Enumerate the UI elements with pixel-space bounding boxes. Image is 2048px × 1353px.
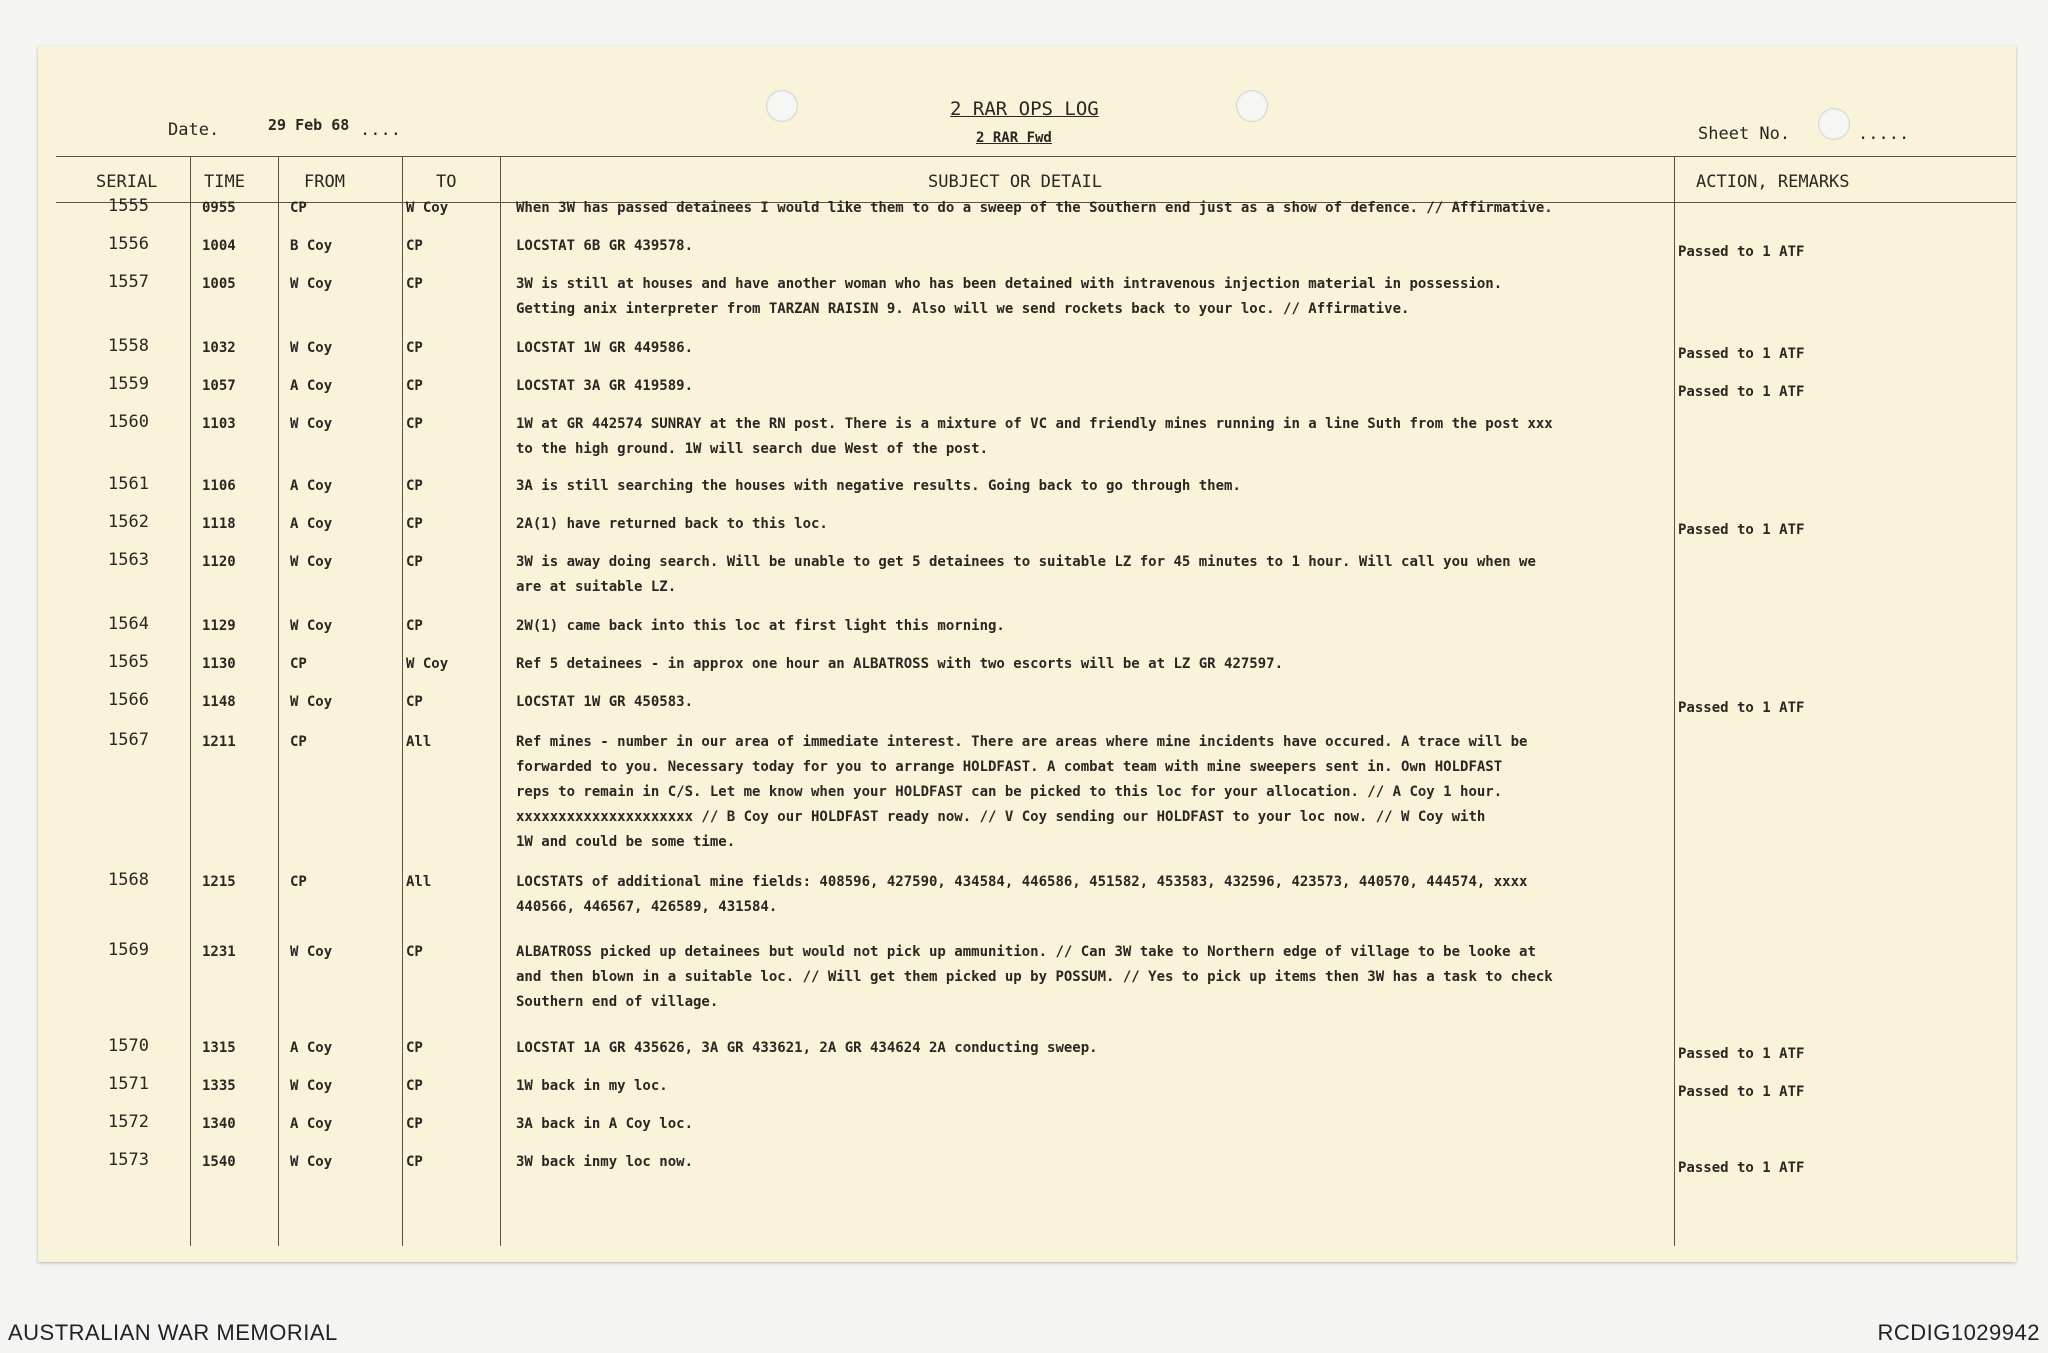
detail-line: Getting anix interpreter from TARZAN RAISIN 9. Also will we send rockets back to your loc. // Affirmative. [516, 301, 1410, 317]
from-cell: CP [290, 200, 307, 216]
detail-line: reps to remain in C/S. Let me know when your HOLDFAST can be picked to this loc for your allocation. // A Coy 1 hour. [516, 784, 1503, 800]
serial-cell: 1567 [108, 730, 149, 750]
detail-line: 3A is still searching the houses with negative results. Going back to go through them. [516, 478, 1241, 494]
col-header-to: TO [436, 172, 457, 192]
to-cell: CP [406, 694, 423, 710]
sheet-trail: ..... [1858, 124, 1910, 144]
detail-line: LOCSTAT 1W GR 450583. [516, 694, 694, 710]
time-cell: 1540 [202, 1154, 236, 1170]
date-label: Date. [168, 120, 220, 140]
serial-cell: 1568 [108, 870, 149, 890]
to-cell: CP [406, 618, 423, 634]
detail-line: to the high ground. 1W will search due West of the post. [516, 441, 989, 457]
col-header-serial: SERIAL [96, 172, 158, 192]
log-sheet [38, 46, 2016, 1262]
detail-line: When 3W has passed detainees I would like them to do a sweep of the Southern end just as a show of defence. // Affirmative. [516, 200, 1553, 216]
to-cell: CP [406, 516, 423, 532]
from-cell: A Coy [290, 478, 333, 494]
from-cell: W Coy [290, 416, 333, 432]
detail-line: ALBATROSS picked up detainees but would not pick up ammunition. // Can 3W take to Northern edge of village to be looke at [516, 944, 1536, 960]
from-cell: CP [290, 656, 307, 672]
serial-cell: 1555 [108, 196, 149, 216]
time-cell: 1057 [202, 378, 236, 394]
to-cell: CP [406, 276, 423, 292]
action-cell: Passed to 1 ATF [1678, 346, 1805, 362]
serial-cell: 1557 [108, 272, 149, 292]
serial-cell: 1563 [108, 550, 149, 570]
time-cell: 1148 [202, 694, 236, 710]
detail-line: are at suitable LZ. [516, 579, 677, 595]
detail-line: LOCSTAT 1A GR 435626, 3A GR 433621, 2A GR 434624 2A conducting sweep. [516, 1040, 1098, 1056]
action-cell: Passed to 1 ATF [1678, 244, 1805, 260]
to-cell: CP [406, 1040, 423, 1056]
time-cell: 1032 [202, 340, 236, 356]
action-cell: Passed to 1 ATF [1678, 1084, 1805, 1100]
time-cell: 1106 [202, 478, 236, 494]
to-cell: CP [406, 944, 423, 960]
from-cell: W Coy [290, 618, 333, 634]
from-cell: W Coy [290, 944, 333, 960]
serial-cell: 1573 [108, 1150, 149, 1170]
punch-hole-sheet [1818, 108, 1850, 140]
col-divider [500, 156, 501, 1246]
time-cell: 1004 [202, 238, 236, 254]
date-trail: .... [360, 120, 401, 140]
time-cell: 1215 [202, 874, 236, 890]
from-cell: B Coy [290, 238, 333, 254]
serial-cell: 1558 [108, 336, 149, 356]
punch-hole-left [766, 90, 798, 122]
col-divider [190, 156, 191, 1246]
action-cell: Passed to 1 ATF [1678, 1046, 1805, 1062]
detail-line: LOCSTAT 1W GR 449586. [516, 340, 694, 356]
serial-cell: 1561 [108, 474, 149, 494]
serial-cell: 1572 [108, 1112, 149, 1132]
time-cell: 1129 [202, 618, 236, 634]
detail-line: Ref 5 detainees - in approx one hour an ALBATROSS with two escorts will be at LZ GR 427597. [516, 656, 1284, 672]
action-cell: Passed to 1 ATF [1678, 522, 1805, 538]
to-cell: CP [406, 378, 423, 394]
detail-line: LOCSTAT 3A GR 419589. [516, 378, 694, 394]
col-header-action: ACTION, REMARKS [1696, 172, 1850, 192]
serial-cell: 1564 [108, 614, 149, 634]
footer-institution: AUSTRALIAN WAR MEMORIAL [8, 1320, 338, 1345]
action-cell: Passed to 1 ATF [1678, 700, 1805, 716]
time-cell: 0955 [202, 200, 236, 216]
from-cell: W Coy [290, 554, 333, 570]
time-cell: 1005 [202, 276, 236, 292]
detail-line: Southern end of village. [516, 994, 719, 1010]
detail-line: 1W at GR 442574 SUNRAY at the RN post. There is a mixture of VC and friendly mines running in a line Suth from the post xxx [516, 416, 1553, 432]
col-divider [278, 156, 279, 1246]
to-cell: CP [406, 340, 423, 356]
from-cell: CP [290, 734, 307, 750]
from-cell: W Coy [290, 1078, 333, 1094]
time-cell: 1103 [202, 416, 236, 432]
col-header-time: TIME [204, 172, 245, 192]
from-cell: W Coy [290, 340, 333, 356]
detail-line: 3W is away doing search. Will be unable to get 5 detainees to suitable LZ for 45 minutes to 1 hour. Will call you when we [516, 554, 1536, 570]
serial-cell: 1571 [108, 1074, 149, 1094]
detail-line: 1W and could be some time. [516, 834, 736, 850]
sheet-label: Sheet No. [1698, 124, 1791, 144]
from-cell: W Coy [290, 694, 333, 710]
serial-cell: 1560 [108, 412, 149, 432]
time-cell: 1231 [202, 944, 236, 960]
detail-line: 3A back in A Coy loc. [516, 1116, 694, 1132]
from-cell: A Coy [290, 516, 333, 532]
log-subtitle: 2 RAR Fwd [976, 130, 1052, 146]
from-cell: A Coy [290, 1116, 333, 1132]
to-cell: CP [406, 238, 423, 254]
time-cell: 1120 [202, 554, 236, 570]
detail-line: 2W(1) came back into this loc at first light this morning. [516, 618, 1005, 634]
from-cell: W Coy [290, 276, 333, 292]
serial-cell: 1570 [108, 1036, 149, 1056]
detail-line: Ref mines - number in our area of immediate interest. There are areas where mine incidents have occured. A trace will be [516, 734, 1528, 750]
detail-line: LOCSTAT 6B GR 439578. [516, 238, 694, 254]
col-divider [1674, 156, 1675, 1246]
detail-line: xxxxxxxxxxxxxxxxxxxxx // B Coy our HOLDFAST ready now. // V Coy sending our HOLDFAST to your loc now. // W Coy with [516, 809, 1486, 825]
footer-id: RCDIG1029942 [1877, 1320, 2040, 1345]
serial-cell: 1559 [108, 374, 149, 394]
detail-line: and then blown in a suitable loc. // Will get them picked up by POSSUM. // Yes to pick up items then 3W has a task to check [516, 969, 1553, 985]
serial-cell: 1565 [108, 652, 149, 672]
to-cell: CP [406, 1154, 423, 1170]
to-cell: W Coy [406, 200, 449, 216]
detail-line: 3W back inmy loc now. [516, 1154, 694, 1170]
from-cell: A Coy [290, 1040, 333, 1056]
col-header-subject: SUBJECT OR DETAIL [928, 172, 1102, 192]
serial-cell: 1566 [108, 690, 149, 710]
from-cell: W Coy [290, 1154, 333, 1170]
detail-line: 440566, 446567, 426589, 431584. [516, 899, 778, 915]
punch-hole-right [1236, 90, 1268, 122]
detail-line: LOCSTATS of additional mine fields: 408596, 427590, 434584, 446586, 451582, 453583, 432596, 423573, 440570, 444574, xxxx [516, 874, 1528, 890]
time-cell: 1118 [202, 516, 236, 532]
to-cell: CP [406, 554, 423, 570]
serial-cell: 1562 [108, 512, 149, 532]
action-cell: Passed to 1 ATF [1678, 384, 1805, 400]
from-cell: CP [290, 874, 307, 890]
date-value: 29 Feb 68 [268, 116, 350, 134]
to-cell: All [406, 734, 432, 750]
col-divider [402, 156, 403, 1246]
time-cell: 1315 [202, 1040, 236, 1056]
to-cell: CP [406, 1116, 423, 1132]
detail-line: 2A(1) have returned back to this loc. [516, 516, 828, 532]
detail-line: 1W back in my loc. [516, 1078, 668, 1094]
time-cell: 1211 [202, 734, 236, 750]
action-cell: Passed to 1 ATF [1678, 1160, 1805, 1176]
time-cell: 1335 [202, 1078, 236, 1094]
to-cell: CP [406, 478, 423, 494]
to-cell: CP [406, 416, 423, 432]
from-cell: A Coy [290, 378, 333, 394]
header-rule-top [56, 156, 2016, 157]
to-cell: All [406, 874, 432, 890]
log-title: 2 RAR OPS LOG [950, 98, 1099, 120]
col-header-from: FROM [304, 172, 345, 192]
serial-cell: 1556 [108, 234, 149, 254]
time-cell: 1340 [202, 1116, 236, 1132]
to-cell: CP [406, 1078, 423, 1094]
serial-cell: 1569 [108, 940, 149, 960]
time-cell: 1130 [202, 656, 236, 672]
detail-line: forwarded to you. Necessary today for you to arrange HOLDFAST. A combat team with mine sweepers sent in. Own HOLDFAST [516, 759, 1503, 775]
detail-line: 3W is still at houses and have another woman who has been detained with intravenous injection material in possession. [516, 276, 1503, 292]
to-cell: W Coy [406, 656, 449, 672]
